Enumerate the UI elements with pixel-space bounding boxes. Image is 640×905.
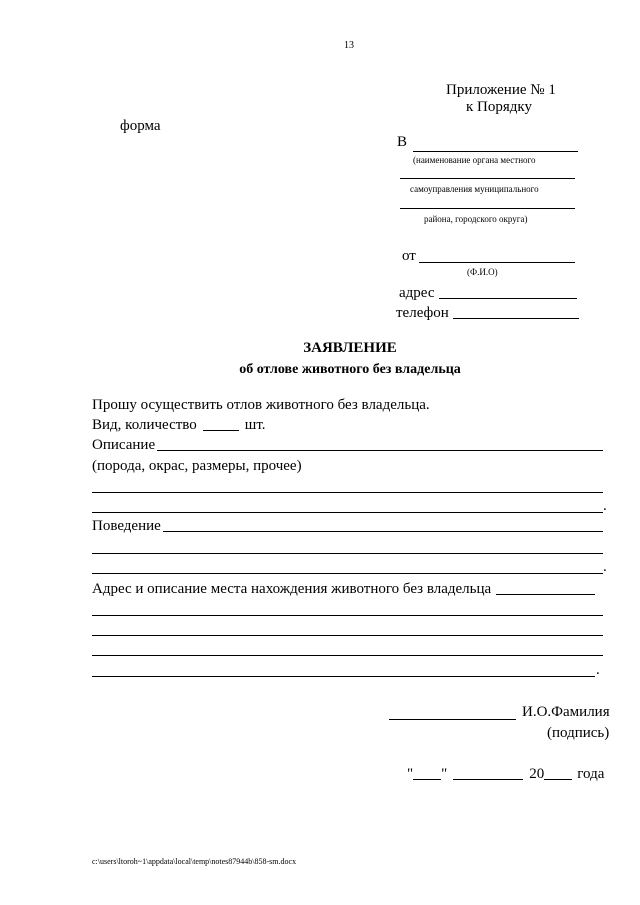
addressee-address-line	[439, 298, 577, 299]
appendix-line-1: Приложение № 1	[446, 82, 556, 98]
location-line	[496, 594, 595, 595]
description-label: Описание	[92, 437, 156, 453]
document-title: ЗАЯВЛЕНИЕ	[303, 340, 397, 356]
signature-name: И.О.Фамилия	[522, 704, 610, 720]
description-line-2	[92, 492, 603, 493]
location-line-4	[92, 655, 603, 656]
date-quote-open: "	[407, 766, 414, 782]
addressee-fio-line	[419, 262, 575, 263]
year-suffix: года	[577, 766, 605, 782]
description-row	[92, 437, 603, 454]
request-text: Прошу осуществить отлов животного без владельца.	[92, 397, 430, 413]
behavior-line-2	[92, 553, 603, 554]
date-quote-close: "	[441, 766, 448, 782]
addressee-organ-line-2	[400, 178, 575, 179]
kind-quantity-row	[92, 417, 266, 434]
location-line-3	[92, 635, 603, 636]
location-line-5	[92, 676, 595, 677]
quantity-blank	[203, 430, 239, 431]
document-subtitle: об отлове животного без владельца	[239, 362, 461, 377]
footer-file-path: c:\users\ltoroh~1\appdata\local\temp\notes87944b\858-sm.docx	[92, 857, 297, 866]
appendix-line-2: к Порядку	[466, 99, 532, 115]
behavior-row	[92, 518, 603, 535]
addressee-hint-3: района, городского округа)	[424, 214, 528, 224]
addressee-to-prefix: В	[397, 134, 408, 150]
addressee-address-label: адрес	[399, 285, 435, 301]
location-label: Адрес и описание места нахождения животного без владельца	[92, 581, 492, 597]
signature-line	[389, 719, 516, 720]
addressee-organ-line-1	[413, 151, 578, 152]
behavior-period: .	[603, 559, 607, 575]
addressee-organ-line-3	[400, 208, 575, 209]
kind-quantity-label: Вид, количество	[92, 417, 197, 433]
location-line-2	[92, 615, 603, 616]
addressee-fio-hint: (Ф.И.О)	[467, 267, 498, 277]
addressee-phone-label: телефон	[396, 305, 449, 321]
addressee-hint-1: (наименование органа местного	[413, 155, 536, 165]
date-row	[407, 766, 604, 783]
description-line	[157, 450, 603, 451]
form-label: форма	[120, 118, 161, 134]
signature-hint: (подпись)	[547, 725, 610, 741]
description-hint: (порода, окрас, размеры, прочее)	[92, 458, 302, 474]
location-row	[92, 581, 595, 598]
description-line-3	[92, 512, 603, 513]
month-blank	[453, 779, 523, 780]
addressee-from-prefix: от	[402, 248, 416, 264]
behavior-line	[163, 531, 603, 532]
description-period: .	[603, 498, 607, 514]
page-number: 13	[344, 40, 354, 51]
year-prefix: 20	[529, 766, 545, 782]
behavior-label: Поведение	[92, 518, 161, 534]
addressee-phone-line	[453, 318, 579, 319]
quantity-unit: шт.	[244, 417, 266, 433]
day-blank	[413, 779, 441, 780]
addressee-hint-2: самоуправления муниципального	[410, 184, 539, 194]
location-period: .	[596, 662, 600, 678]
year-blank	[544, 779, 572, 780]
behavior-line-3	[92, 573, 603, 574]
